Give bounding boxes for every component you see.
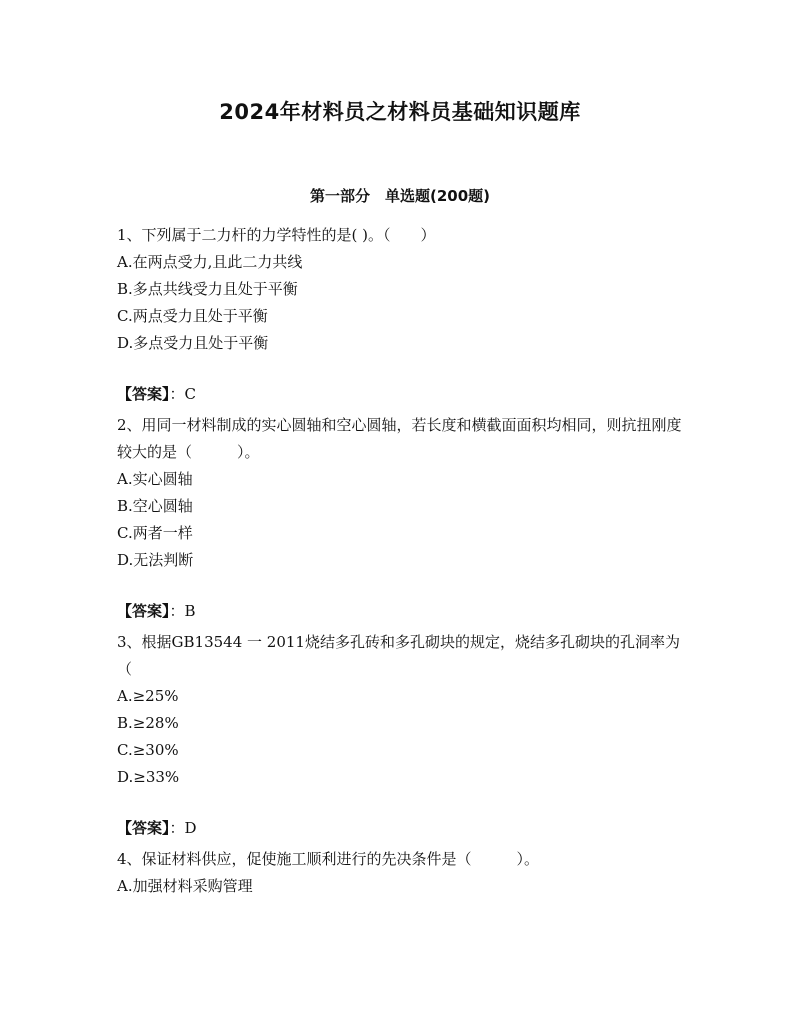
question-option: D.多点受力且处于平衡 <box>117 334 269 352</box>
question-list <box>117 222 683 900</box>
question-option: C.两者一样 <box>117 524 193 542</box>
answer-label: 【答案】 <box>117 602 170 620</box>
question-option: A.实心圆轴 <box>117 470 193 488</box>
question-option: C.两点受力且处于平衡 <box>117 307 268 325</box>
question-stem: 3、根据GB13544 一 2011烧结多孔砖和多孔砌块的规定，烧结多孔砌块的孔洞率为（ <box>117 633 680 678</box>
question-stem: 1、下列属于二力杆的力学特性的是( )。（ ） <box>117 226 436 244</box>
answer-value: ：C <box>169 385 196 403</box>
question-item <box>117 222 683 408</box>
answer-line <box>117 598 683 625</box>
question-item <box>117 846 683 900</box>
answer-label: 【答案】 <box>117 385 170 403</box>
question-item <box>117 629 683 842</box>
question-stem: 2、用同一材料制成的实心圆轴和空心圆轴，若长度和横截面面积均相同，则抗扭刚度较大的是（ ）。 <box>117 416 682 461</box>
question-option: B.空心圆轴 <box>117 497 193 515</box>
question-option: B.多点共线受力且处于平衡 <box>117 280 298 298</box>
question-option: B.≥28% <box>117 714 179 732</box>
answer-value: ：B <box>169 602 196 620</box>
question-option: D.无法判断 <box>117 551 194 569</box>
answer-line <box>117 815 683 842</box>
question-option: A.≥25% <box>117 687 179 705</box>
question-option: A.加强材料采购管理 <box>117 877 253 895</box>
answer-value: ：D <box>169 819 197 837</box>
question-item <box>117 412 683 625</box>
section-title: 第一部分 单选题(200题) <box>309 187 491 205</box>
answer-line <box>117 381 683 408</box>
answer-label: 【答案】 <box>117 819 170 837</box>
question-option: C.≥30% <box>117 741 179 759</box>
document-title: 2024年材料员之材料员基础知识题库 <box>219 100 581 124</box>
question-option: A.在两点受力,且此二力共线 <box>117 253 303 271</box>
question-stem: 4、保证材料供应，促使施工顺利进行的先决条件是（ ）。 <box>117 850 540 868</box>
question-option: D.≥33% <box>117 768 180 786</box>
